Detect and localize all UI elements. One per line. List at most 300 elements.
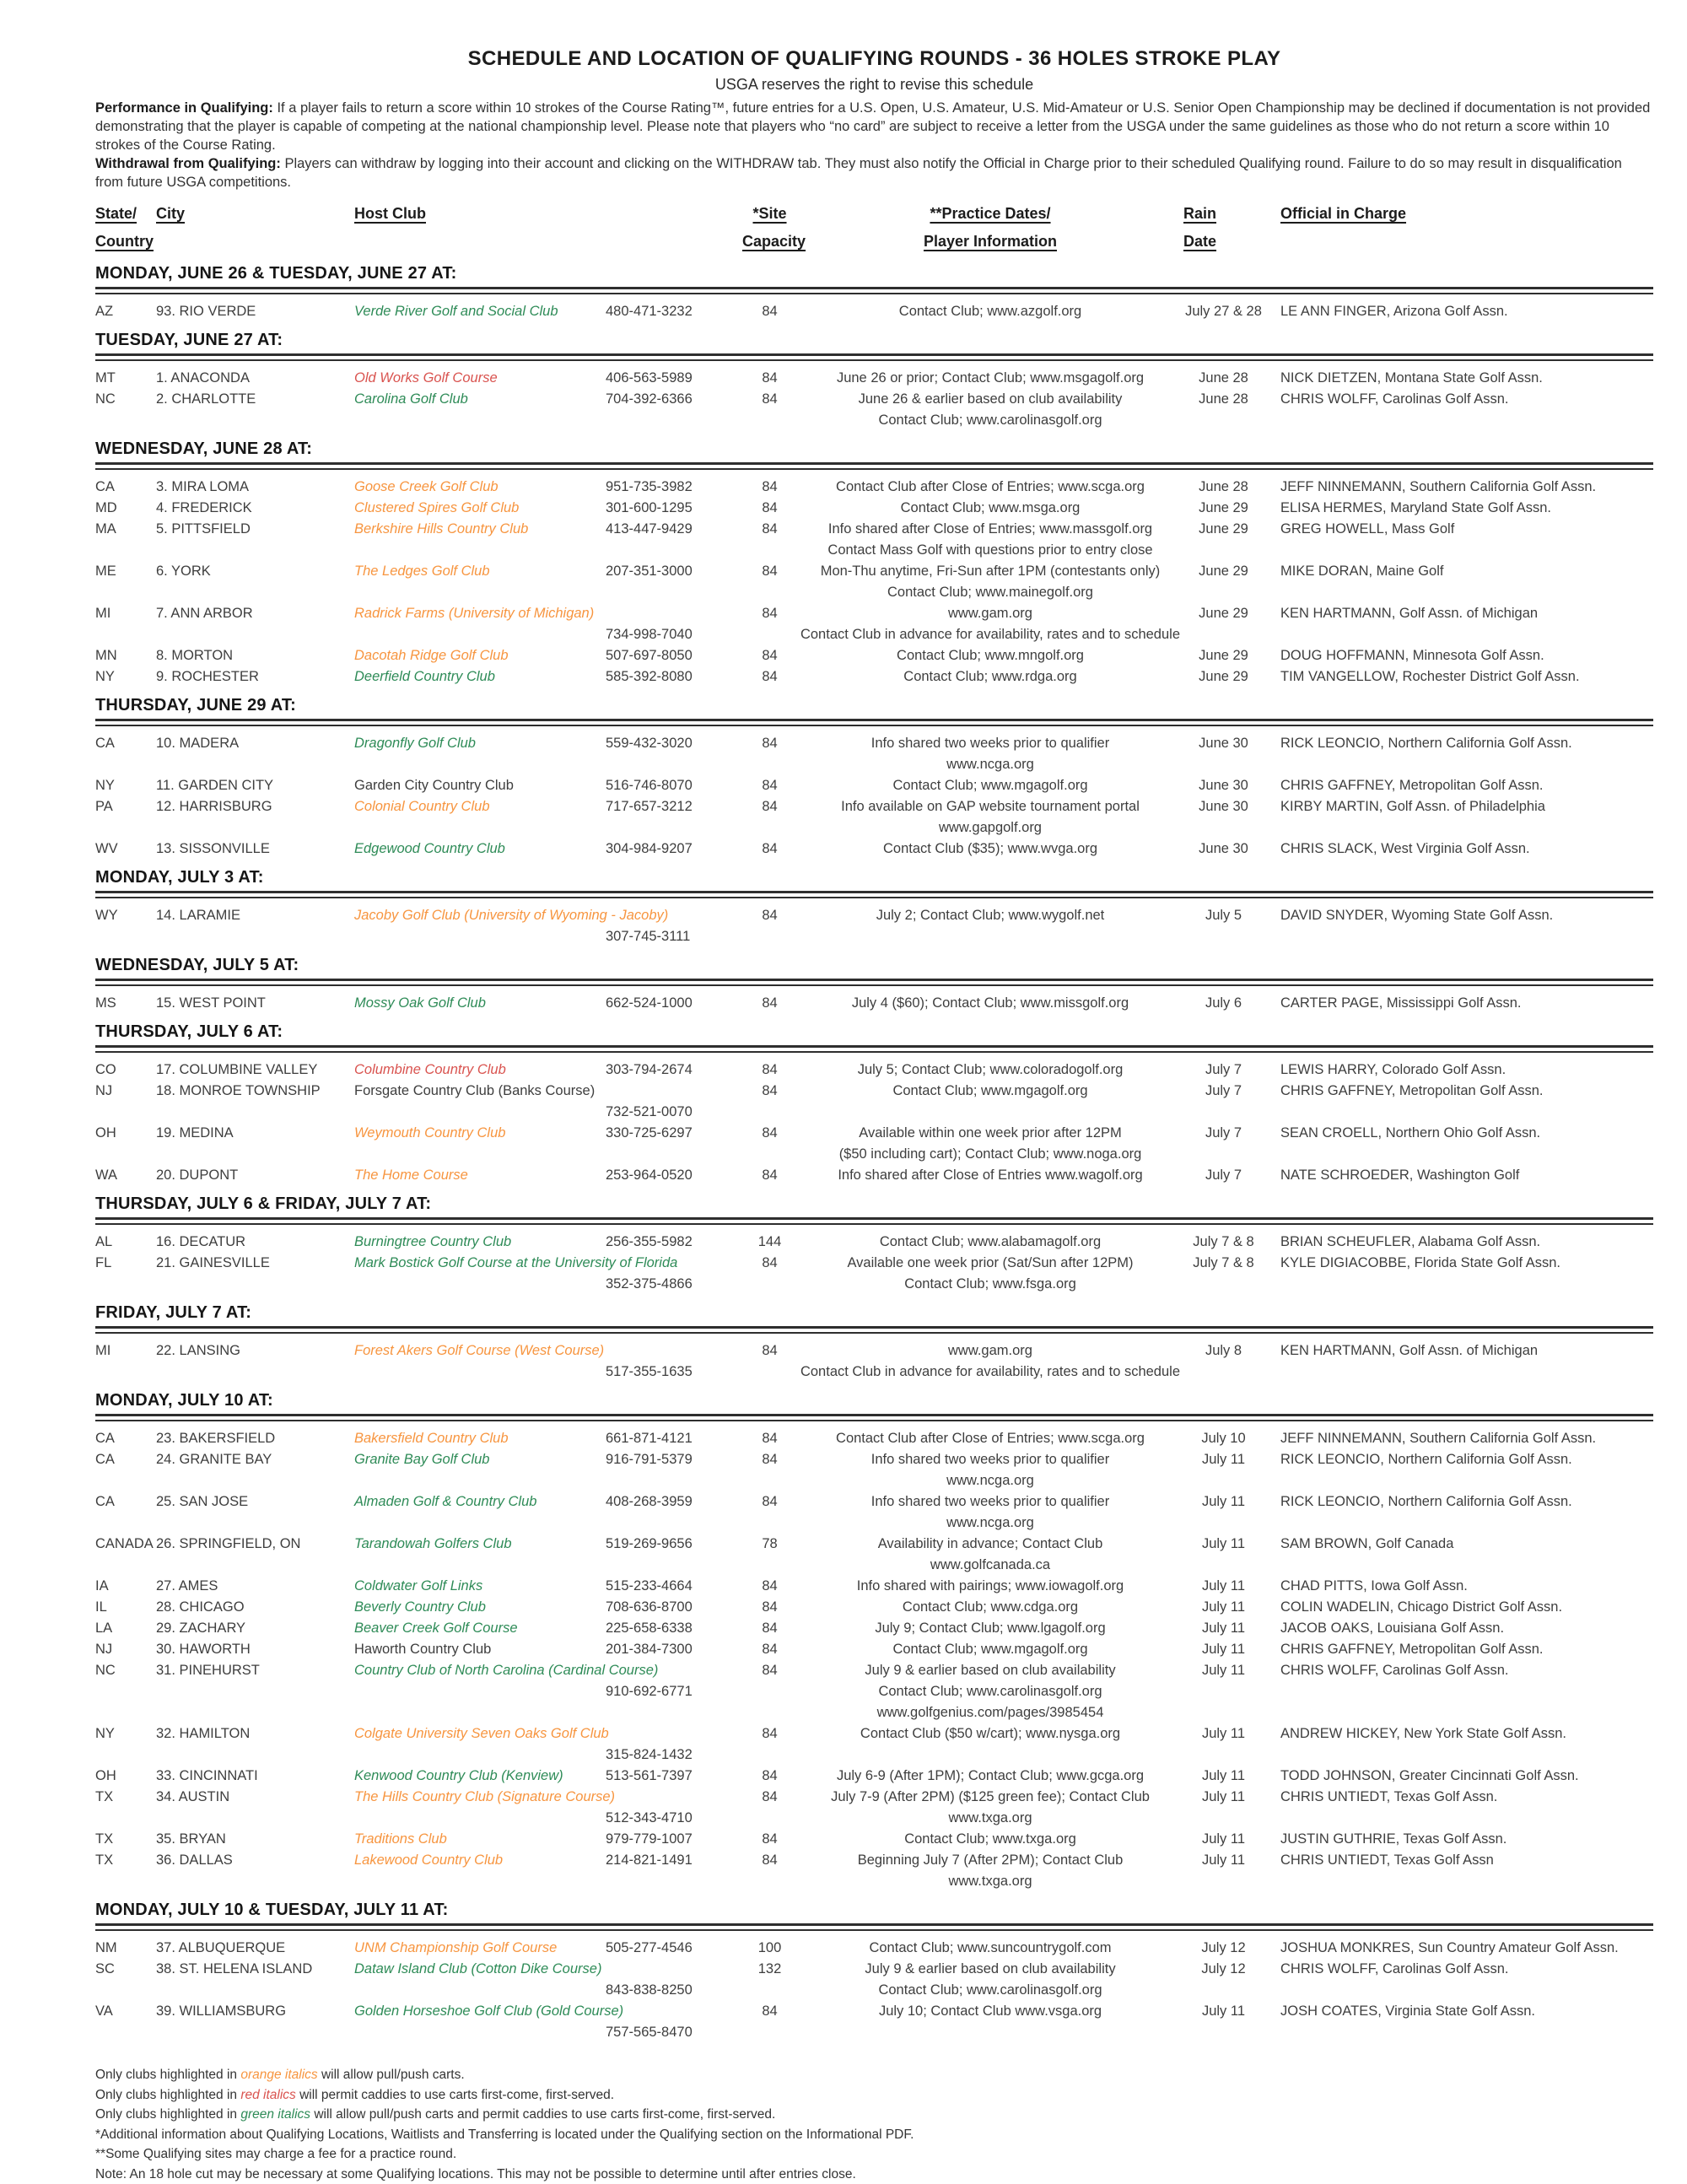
rain-date-cell: July 11 bbox=[1183, 1449, 1264, 1470]
capacity-cell: 84 bbox=[742, 1340, 797, 1362]
footnote-legend-term: green italics bbox=[240, 2107, 310, 2122]
phone-cell bbox=[606, 1938, 742, 1959]
table-row bbox=[95, 1766, 1653, 1787]
footnote-text: Only clubs highlighted in bbox=[95, 2068, 240, 2082]
col-header-practice: **Practice Dates/ Player Information bbox=[797, 200, 1183, 256]
rain-date-cell: July 7 & 8 bbox=[1183, 1253, 1264, 1274]
state-cell: CO bbox=[95, 1060, 156, 1081]
phone-cell bbox=[606, 1959, 742, 2001]
capacity-cell: 84 bbox=[742, 1165, 797, 1186]
table-row bbox=[95, 2001, 1653, 2043]
footnote-text: will allow pull/push carts and permit caddies to use carts first-come, first-served. bbox=[310, 2107, 775, 2122]
host-club-cell: Beaver Creek Golf Course bbox=[354, 1618, 606, 1639]
practice-line: Contact Club; www.carolinasgolf.org bbox=[797, 410, 1183, 431]
practice-line: Contact Club; www.azgolf.org bbox=[797, 301, 1183, 322]
practice-cell bbox=[797, 1850, 1183, 1892]
table-row bbox=[95, 666, 1653, 688]
state-cell: NM bbox=[95, 1938, 156, 1959]
footnote-text: Only clubs highlighted in bbox=[95, 2107, 240, 2122]
host-club-cell: Colonial Country Club bbox=[354, 796, 606, 817]
section-heading: FRIDAY, JULY 7 AT: bbox=[95, 1302, 1653, 1323]
table-row bbox=[95, 775, 1653, 796]
practice-line: Contact Club after Close of Entries; www.scga.org bbox=[797, 477, 1183, 498]
practice-cell bbox=[797, 1829, 1183, 1850]
practice-line: Beginning July 7 (After 2PM); Contact Club bbox=[797, 1850, 1183, 1871]
table-row bbox=[95, 1787, 1653, 1829]
city-cell: 26. SPRINGFIELD, ON bbox=[156, 1534, 354, 1555]
rain-date-cell: June 29 bbox=[1183, 645, 1264, 666]
practice-line: www.txga.org bbox=[797, 1808, 1183, 1829]
section-heading: THURSDAY, JUNE 29 AT: bbox=[95, 695, 1653, 715]
rain-date-cell: June 28 bbox=[1183, 368, 1264, 389]
phone-cell bbox=[606, 1829, 742, 1850]
phone-cell bbox=[606, 389, 742, 410]
practice-line: Available one week prior (Sat/Sun after 12PM) bbox=[797, 1253, 1183, 1274]
official-cell: ANDREW HICKEY, New York State Golf Assn. bbox=[1264, 1723, 1653, 1745]
rain-date-cell: July 11 bbox=[1183, 1766, 1264, 1787]
practice-line: Contact Club ($35); www.wvga.org bbox=[797, 839, 1183, 860]
col-header-phone bbox=[606, 200, 742, 256]
withdrawal-label: Withdrawal from Qualifying: bbox=[95, 156, 281, 171]
state-cell: MN bbox=[95, 645, 156, 666]
phone-cell bbox=[606, 1576, 742, 1597]
official-cell: DOUG HOFFMANN, Minnesota Golf Assn. bbox=[1264, 645, 1653, 666]
practice-line: Contact Club; www.carolinasgolf.org bbox=[797, 1681, 1183, 1702]
table-row bbox=[95, 368, 1653, 389]
capacity-cell: 84 bbox=[742, 733, 797, 754]
phone-number: 515-233-4664 bbox=[606, 1576, 742, 1597]
practice-line: Info shared two weeks prior to qualifier bbox=[797, 1491, 1183, 1513]
footnote-legend-term: orange italics bbox=[240, 2068, 317, 2082]
phone-cell bbox=[606, 839, 742, 860]
col-header-rain-date: Rain Date bbox=[1183, 200, 1264, 256]
practice-cell bbox=[797, 993, 1183, 1014]
capacity-cell: 84 bbox=[742, 2001, 797, 2022]
practice-cell bbox=[797, 498, 1183, 519]
section-heading: MONDAY, JUNE 26 & TUESDAY, JUNE 27 AT: bbox=[95, 263, 1653, 283]
official-cell: CHRIS UNTIEDT, Texas Golf Assn bbox=[1264, 1850, 1653, 1871]
official-cell: KEN HARTMANN, Golf Assn. of Michigan bbox=[1264, 1340, 1653, 1362]
capacity-cell: 84 bbox=[742, 1660, 797, 1681]
host-club-cell: Beverly Country Club bbox=[354, 1597, 606, 1618]
practice-line: Mon-Thu anytime, Fri-Sun after 1PM (contestants only) bbox=[797, 561, 1183, 582]
practice-line: Contact Club after Close of Entries; www.scga.org bbox=[797, 1428, 1183, 1449]
host-club-cell: Columbine Country Club bbox=[354, 1060, 606, 1081]
official-cell: BRIAN SCHEUFLER, Alabama Golf Assn. bbox=[1264, 1232, 1653, 1253]
host-club-cell: Goose Creek Golf Club bbox=[354, 477, 606, 498]
table-row bbox=[95, 1123, 1653, 1165]
host-club-cell: Edgewood Country Club bbox=[354, 839, 606, 860]
capacity-cell: 84 bbox=[742, 301, 797, 322]
phone-cell bbox=[606, 368, 742, 389]
practice-line: www.ncga.org bbox=[797, 1470, 1183, 1491]
practice-cell bbox=[797, 603, 1183, 645]
practice-cell bbox=[797, 1449, 1183, 1491]
rain-date-cell: July 11 bbox=[1183, 1576, 1264, 1597]
table-row bbox=[95, 389, 1653, 431]
capacity-cell: 84 bbox=[742, 1123, 797, 1144]
phone-number: 256-355-5982 bbox=[606, 1232, 742, 1253]
practice-line: June 26 & earlier based on club availability bbox=[797, 389, 1183, 410]
official-cell: CHRIS GAFFNEY, Metropolitan Golf Assn. bbox=[1264, 1081, 1653, 1102]
table-row bbox=[95, 1253, 1653, 1295]
phone-number: 214-821-1491 bbox=[606, 1850, 742, 1871]
footnote-line bbox=[95, 2144, 1653, 2165]
phone-number: 704-392-6366 bbox=[606, 389, 742, 410]
capacity-cell: 84 bbox=[742, 796, 797, 817]
footnote-text: **Some Qualifying sites may charge a fee for a practice round. bbox=[95, 2147, 456, 2161]
section-rule bbox=[95, 1414, 1653, 1421]
col-header-capacity: *Site Capacity bbox=[742, 200, 797, 256]
official-cell: CHRIS WOLFF, Carolinas Golf Assn. bbox=[1264, 1959, 1653, 1980]
practice-line: Contact Club; www.carolinasgolf.org bbox=[797, 1980, 1183, 2001]
phone-number: 408-268-3959 bbox=[606, 1491, 742, 1513]
practice-cell bbox=[797, 839, 1183, 860]
withdrawal-text: Players can withdraw by logging into their account and clicking on the WITHDRAW tab. They must also notify the Official in Charge prior to their scheduled Qualifying round. Failure to do so may result in disqualification from future USGA competitions. bbox=[95, 156, 1622, 190]
official-cell: RICK LEONCIO, Northern California Golf Assn. bbox=[1264, 1491, 1653, 1513]
phone-number: 734-998-7040 bbox=[606, 624, 742, 645]
state-cell: IL bbox=[95, 1597, 156, 1618]
table-row bbox=[95, 1449, 1653, 1491]
practice-cell bbox=[797, 1576, 1183, 1597]
table-row bbox=[95, 1576, 1653, 1597]
phone-cell bbox=[606, 2001, 742, 2043]
practice-cell bbox=[797, 1660, 1183, 1723]
phone-cell bbox=[606, 733, 742, 754]
capacity-cell: 84 bbox=[742, 1491, 797, 1513]
practice-cell bbox=[797, 666, 1183, 688]
host-club-cell: Radrick Farms (University of Michigan) bbox=[354, 603, 606, 624]
capacity-cell: 84 bbox=[742, 1618, 797, 1639]
phone-number: 480-471-3232 bbox=[606, 301, 742, 322]
capacity-cell: 84 bbox=[742, 519, 797, 540]
state-cell: CA bbox=[95, 477, 156, 498]
withdrawal-paragraph bbox=[95, 154, 1653, 191]
rain-date-cell: June 30 bbox=[1183, 775, 1264, 796]
table-row bbox=[95, 561, 1653, 603]
practice-line: Contact Club; www.mgagolf.org bbox=[797, 1081, 1183, 1102]
phone-number: 843-838-8250 bbox=[606, 1980, 742, 2001]
official-cell: CHAD PITTS, Iowa Golf Assn. bbox=[1264, 1576, 1653, 1597]
host-club-cell: Berkshire Hills Country Club bbox=[354, 519, 606, 540]
host-club-cell: Traditions Club bbox=[354, 1829, 606, 1850]
practice-line: Info shared two weeks prior to qualifier bbox=[797, 733, 1183, 754]
state-cell: SC bbox=[95, 1959, 156, 1980]
state-cell: NY bbox=[95, 1723, 156, 1745]
host-club-cell: Forsgate Country Club (Banks Course) bbox=[354, 1081, 606, 1102]
official-cell: CHRIS WOLFF, Carolinas Golf Assn. bbox=[1264, 389, 1653, 410]
rain-date-cell: June 28 bbox=[1183, 477, 1264, 498]
capacity-cell: 84 bbox=[742, 993, 797, 1014]
table-row bbox=[95, 1959, 1653, 2001]
capacity-cell: 84 bbox=[742, 1081, 797, 1102]
footnote-line bbox=[95, 2125, 1653, 2145]
phone-number: 201-384-7300 bbox=[606, 1639, 742, 1660]
page-subtitle: USGA reserves the right to revise this schedule bbox=[95, 76, 1653, 94]
city-cell: 11. GARDEN CITY bbox=[156, 775, 354, 796]
capacity-cell: 144 bbox=[742, 1232, 797, 1253]
official-cell: JEFF NINNEMANN, Southern California Golf Assn. bbox=[1264, 1428, 1653, 1449]
footnote-text: *Additional information about Qualifying Locations, Waitlists and Transferring is located under the Qualifying section on the Informational PDF. bbox=[95, 2127, 914, 2142]
phone-cell bbox=[606, 1081, 742, 1123]
state-cell: IA bbox=[95, 1576, 156, 1597]
practice-line: Contact Club; www.mgagolf.org bbox=[797, 1639, 1183, 1660]
practice-cell bbox=[797, 733, 1183, 775]
official-cell: JOSH COATES, Virginia State Golf Assn. bbox=[1264, 2001, 1653, 2022]
phone-number: 303-794-2674 bbox=[606, 1060, 742, 1081]
section-rule bbox=[95, 462, 1653, 470]
city-cell: 93. RIO VERDE bbox=[156, 301, 354, 322]
phone-cell bbox=[606, 645, 742, 666]
phone-number: 757-565-8470 bbox=[606, 2022, 742, 2043]
practice-line: Contact Club; www.suncountrygolf.com bbox=[797, 1938, 1183, 1959]
table-row bbox=[95, 1660, 1653, 1723]
official-cell: NICK DIETZEN, Montana State Golf Assn. bbox=[1264, 368, 1653, 389]
city-cell: 10. MADERA bbox=[156, 733, 354, 754]
section-heading: THURSDAY, JULY 6 & FRIDAY, JULY 7 AT: bbox=[95, 1194, 1653, 1214]
phone-number: 916-791-5379 bbox=[606, 1449, 742, 1470]
city-cell: 21. GAINESVILLE bbox=[156, 1253, 354, 1274]
state-cell: FL bbox=[95, 1253, 156, 1274]
city-cell: 13. SISSONVILLE bbox=[156, 839, 354, 860]
city-cell: 5. PITTSFIELD bbox=[156, 519, 354, 540]
phone-number: 507-697-8050 bbox=[606, 645, 742, 666]
practice-cell bbox=[797, 1491, 1183, 1534]
performance-label: Performance in Qualifying: bbox=[95, 100, 273, 116]
state-cell: TX bbox=[95, 1787, 156, 1808]
practice-line: July 5; Contact Club; www.coloradogolf.org bbox=[797, 1060, 1183, 1081]
practice-cell bbox=[797, 645, 1183, 666]
table-row bbox=[95, 1938, 1653, 1959]
phone-number: 253-964-0520 bbox=[606, 1165, 742, 1186]
city-cell: 37. ALBUQUERQUE bbox=[156, 1938, 354, 1959]
rain-date-cell: July 7 bbox=[1183, 1081, 1264, 1102]
practice-line: Info shared after Close of Entries; www.massgolf.org bbox=[797, 519, 1183, 540]
state-cell: TX bbox=[95, 1829, 156, 1850]
table-row bbox=[95, 839, 1653, 860]
state-cell: CA bbox=[95, 1491, 156, 1513]
host-club-cell: The Ledges Golf Club bbox=[354, 561, 606, 582]
state-cell: OH bbox=[95, 1766, 156, 1787]
city-cell: 8. MORTON bbox=[156, 645, 354, 666]
phone-number: 301-600-1295 bbox=[606, 498, 742, 519]
phone-cell bbox=[606, 301, 742, 322]
practice-cell bbox=[797, 1340, 1183, 1383]
host-club-cell: Kenwood Country Club (Kenview) bbox=[354, 1766, 606, 1787]
state-cell: AZ bbox=[95, 301, 156, 322]
capacity-cell: 84 bbox=[742, 1787, 797, 1808]
table-row bbox=[95, 519, 1653, 561]
host-club-cell: Mark Bostick Golf Course at the University of Florida bbox=[354, 1253, 606, 1274]
city-cell: 34. AUSTIN bbox=[156, 1787, 354, 1808]
host-club-cell: Coldwater Golf Links bbox=[354, 1576, 606, 1597]
practice-cell bbox=[797, 1534, 1183, 1576]
practice-cell bbox=[797, 796, 1183, 839]
table-row bbox=[95, 301, 1653, 322]
city-cell: 15. WEST POINT bbox=[156, 993, 354, 1014]
table-row bbox=[95, 905, 1653, 947]
practice-cell bbox=[797, 1766, 1183, 1787]
phone-number: 910-692-6771 bbox=[606, 1681, 742, 1702]
official-cell: RICK LEONCIO, Northern California Golf Assn. bbox=[1264, 733, 1653, 754]
rain-date-cell: June 30 bbox=[1183, 839, 1264, 860]
host-club-cell: Country Club of North Carolina (Cardinal Course) bbox=[354, 1660, 606, 1681]
rain-date-cell: June 30 bbox=[1183, 733, 1264, 754]
host-club-cell: Almaden Golf & Country Club bbox=[354, 1491, 606, 1513]
host-club-cell: Dataw Island Club (Cotton Dike Course) bbox=[354, 1959, 606, 1980]
state-cell: TX bbox=[95, 1850, 156, 1871]
practice-line: www.txga.org bbox=[797, 1871, 1183, 1892]
practice-line: Info available on GAP website tournament portal bbox=[797, 796, 1183, 817]
state-cell: WA bbox=[95, 1165, 156, 1186]
section-heading: THURSDAY, JULY 6 AT: bbox=[95, 1022, 1653, 1042]
phone-cell bbox=[606, 1787, 742, 1829]
capacity-cell: 84 bbox=[742, 368, 797, 389]
phone-cell bbox=[606, 1534, 742, 1555]
phone-number: 513-561-7397 bbox=[606, 1766, 742, 1787]
phone-number: 559-432-3020 bbox=[606, 733, 742, 754]
practice-line: July 6-9 (After 1PM); Contact Club; www.gcga.org bbox=[797, 1766, 1183, 1787]
city-cell: 19. MEDINA bbox=[156, 1123, 354, 1144]
city-cell: 25. SAN JOSE bbox=[156, 1491, 354, 1513]
practice-line: July 7-9 (After 2PM) ($125 green fee); Contact Club bbox=[797, 1787, 1183, 1808]
phone-cell bbox=[606, 1449, 742, 1470]
phone-cell bbox=[606, 1060, 742, 1081]
city-cell: 31. PINEHURST bbox=[156, 1660, 354, 1681]
practice-cell bbox=[797, 477, 1183, 498]
city-cell: 7. ANN ARBOR bbox=[156, 603, 354, 624]
state-cell: NC bbox=[95, 1660, 156, 1681]
phone-number: 304-984-9207 bbox=[606, 839, 742, 860]
table-row bbox=[95, 1850, 1653, 1892]
footnote-text: Note: An 18 hole cut may be necessary at some Qualifying locations. This may not be possible to determine until after entries close. bbox=[95, 2167, 856, 2181]
city-cell: 23. BAKERSFIELD bbox=[156, 1428, 354, 1449]
official-cell: DAVID SNYDER, Wyoming State Golf Assn. bbox=[1264, 905, 1653, 926]
rain-date-cell: July 11 bbox=[1183, 1491, 1264, 1513]
practice-line: July 10; Contact Club www.vsga.org bbox=[797, 2001, 1183, 2022]
state-cell: MD bbox=[95, 498, 156, 519]
practice-cell bbox=[797, 1123, 1183, 1165]
phone-cell bbox=[606, 1850, 742, 1871]
practice-cell bbox=[797, 1165, 1183, 1186]
practice-line: Contact Club; www.txga.org bbox=[797, 1829, 1183, 1850]
state-cell: MI bbox=[95, 1340, 156, 1362]
capacity-cell: 84 bbox=[742, 1060, 797, 1081]
state-cell: MI bbox=[95, 603, 156, 624]
host-club-cell: Old Works Golf Course bbox=[354, 368, 606, 389]
practice-line: Contact Club; www.msga.org bbox=[797, 498, 1183, 519]
section-heading: WEDNESDAY, JUNE 28 AT: bbox=[95, 439, 1653, 459]
table-row bbox=[95, 603, 1653, 645]
phone-number: 307-745-3111 bbox=[606, 926, 742, 947]
table-row bbox=[95, 1081, 1653, 1123]
rain-date-cell: July 11 bbox=[1183, 1787, 1264, 1808]
phone-cell bbox=[606, 1723, 742, 1766]
practice-cell bbox=[797, 2001, 1183, 2022]
practice-line: Contact Club; www.fsga.org bbox=[797, 1274, 1183, 1295]
official-cell: KIRBY MARTIN, Golf Assn. of Philadelphia bbox=[1264, 796, 1653, 817]
section-heading: MONDAY, JULY 3 AT: bbox=[95, 867, 1653, 887]
phone-cell bbox=[606, 1428, 742, 1449]
state-cell: WY bbox=[95, 905, 156, 926]
official-cell: JEFF NINNEMANN, Southern California Golf Assn. bbox=[1264, 477, 1653, 498]
practice-line: Info shared after Close of Entries www.wagolf.org bbox=[797, 1165, 1183, 1186]
city-cell: 3. MIRA LOMA bbox=[156, 477, 354, 498]
capacity-cell: 84 bbox=[742, 1597, 797, 1618]
host-club-cell: Jacoby Golf Club (University of Wyoming - Jacoby) bbox=[354, 905, 606, 926]
host-club-cell: Deerfield Country Club bbox=[354, 666, 606, 688]
state-cell: WV bbox=[95, 839, 156, 860]
city-cell: 33. CINCINNATI bbox=[156, 1766, 354, 1787]
practice-line: Contact Club; www.mgagolf.org bbox=[797, 775, 1183, 796]
practice-line: July 9 & earlier based on club availability bbox=[797, 1660, 1183, 1681]
rain-date-cell: July 11 bbox=[1183, 1660, 1264, 1681]
phone-cell bbox=[606, 1597, 742, 1618]
phone-cell bbox=[606, 519, 742, 540]
col-header-official: Official in Charge bbox=[1264, 200, 1653, 256]
table-row bbox=[95, 1340, 1653, 1383]
practice-line: Contact Club in advance for availability, rates and to schedule bbox=[797, 1362, 1183, 1383]
rain-date-cell: June 29 bbox=[1183, 498, 1264, 519]
city-cell: 39. WILLIAMSBURG bbox=[156, 2001, 354, 2022]
practice-cell bbox=[797, 519, 1183, 561]
table-row bbox=[95, 733, 1653, 775]
capacity-cell: 78 bbox=[742, 1534, 797, 1555]
practice-line: www.golfgenius.com/pages/3985454 bbox=[797, 1702, 1183, 1723]
practice-line: www.gapgolf.org bbox=[797, 817, 1183, 839]
official-cell: MIKE DORAN, Maine Golf bbox=[1264, 561, 1653, 582]
phone-number bbox=[606, 1959, 742, 1980]
city-cell: 17. COLUMBINE VALLEY bbox=[156, 1060, 354, 1081]
practice-line: July 4 ($60); Contact Club; www.missgolf.org bbox=[797, 993, 1183, 1014]
capacity-cell: 84 bbox=[742, 1576, 797, 1597]
table-row bbox=[95, 1232, 1653, 1253]
phone-number: 732-521-0070 bbox=[606, 1102, 742, 1123]
practice-cell bbox=[797, 1787, 1183, 1829]
capacity-cell: 84 bbox=[742, 645, 797, 666]
table-row bbox=[95, 1639, 1653, 1660]
footnote-text: will allow pull/push carts. bbox=[318, 2068, 465, 2082]
host-club-cell: Haworth Country Club bbox=[354, 1639, 606, 1660]
table-row bbox=[95, 1060, 1653, 1081]
practice-line: Contact Club; www.mngolf.org bbox=[797, 645, 1183, 666]
section-rule bbox=[95, 353, 1653, 361]
phone-cell bbox=[606, 1340, 742, 1383]
phone-number: 315-824-1432 bbox=[606, 1745, 742, 1766]
rain-date-cell: July 11 bbox=[1183, 1639, 1264, 1660]
official-cell: SAM BROWN, Golf Canada bbox=[1264, 1534, 1653, 1555]
phone-cell bbox=[606, 603, 742, 645]
phone-number: 207-351-3000 bbox=[606, 561, 742, 582]
state-cell: OH bbox=[95, 1123, 156, 1144]
section-rule bbox=[95, 979, 1653, 986]
official-cell: CHRIS GAFFNEY, Metropolitan Golf Assn. bbox=[1264, 775, 1653, 796]
capacity-cell: 84 bbox=[742, 905, 797, 926]
city-cell: 2. CHARLOTTE bbox=[156, 389, 354, 410]
practice-cell bbox=[797, 1723, 1183, 1745]
capacity-cell: 84 bbox=[742, 1639, 797, 1660]
practice-line: July 2; Contact Club; www.wygolf.net bbox=[797, 905, 1183, 926]
official-cell: ELISA HERMES, Maryland State Golf Assn. bbox=[1264, 498, 1653, 519]
section-rule bbox=[95, 1326, 1653, 1334]
practice-line: Contact Club ($50 w/cart); www.nysga.org bbox=[797, 1723, 1183, 1745]
host-club-cell: Tarandowah Golfers Club bbox=[354, 1534, 606, 1555]
capacity-cell: 84 bbox=[742, 498, 797, 519]
host-club-cell: UNM Championship Golf Course bbox=[354, 1938, 606, 1959]
city-cell: 24. GRANITE BAY bbox=[156, 1449, 354, 1470]
official-cell: JACOB OAKS, Louisiana Golf Assn. bbox=[1264, 1618, 1653, 1639]
official-cell: CHRIS GAFFNEY, Metropolitan Golf Assn. bbox=[1264, 1639, 1653, 1660]
